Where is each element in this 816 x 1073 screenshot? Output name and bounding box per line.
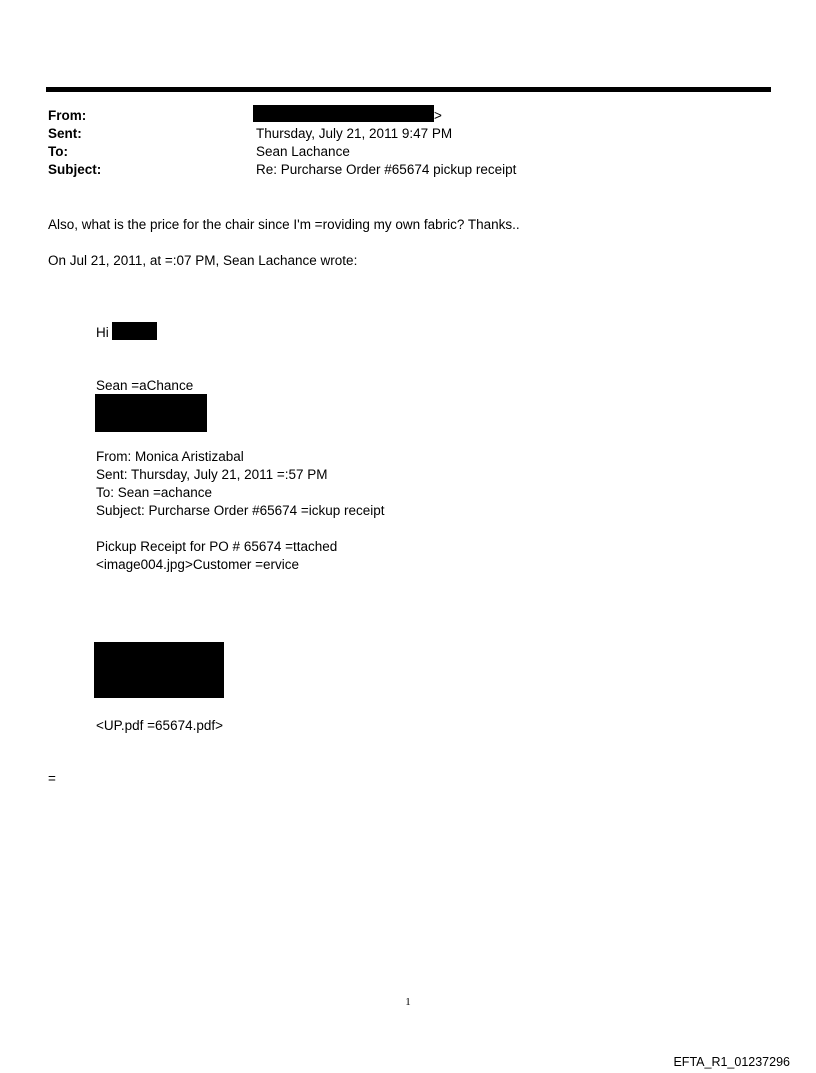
- quoted-greeting: Hi: [96, 325, 109, 340]
- to-value: Sean Lachance: [256, 144, 350, 159]
- sent-value: Thursday, July 21, 2011 9:47 PM: [256, 126, 453, 141]
- trailer-equals: =: [48, 771, 56, 786]
- body-line-2: On Jul 21, 2011, at =:07 PM, Sean Lachance wrote:: [48, 253, 358, 268]
- image-line: <image004.jpg>Customer =ervice: [96, 557, 299, 572]
- header-rule: [46, 87, 771, 92]
- redacted-image-block: [94, 642, 224, 698]
- from-value-suffix: >: [434, 108, 442, 123]
- attachment-line: <UP.pdf =65674.pdf>: [96, 718, 223, 733]
- page-number: 1: [405, 996, 411, 1008]
- redacted-recipient-name: [112, 322, 157, 340]
- redacted-sender: [253, 105, 434, 122]
- from-label: From:: [48, 108, 87, 123]
- subject-value: Re: Purcharse Order #65674 pickup receipt: [256, 162, 517, 177]
- receipt-line: Pickup Receipt for PO # 65674 =ttached: [96, 539, 338, 554]
- forwarded-sent: Sent: Thursday, July 21, 2011 =:57 PM: [96, 467, 328, 482]
- body-line-1: Also, what is the price for the chair since I'm =roviding my own fabric? Thanks..: [48, 217, 520, 232]
- bates-number: EFTA_R1_01237296: [673, 1055, 790, 1069]
- sent-label: Sent:: [48, 126, 82, 141]
- redacted-signature-block: [95, 394, 207, 432]
- forwarded-to: To: Sean =achance: [96, 485, 212, 500]
- forwarded-from: From: Monica Aristizabal: [96, 449, 244, 464]
- quoted-signature: Sean =aChance: [96, 378, 194, 393]
- forwarded-subject: Subject: Purcharse Order #65674 =ickup receipt: [96, 503, 385, 518]
- to-label: To:: [48, 144, 68, 159]
- subject-label: Subject:: [48, 162, 102, 177]
